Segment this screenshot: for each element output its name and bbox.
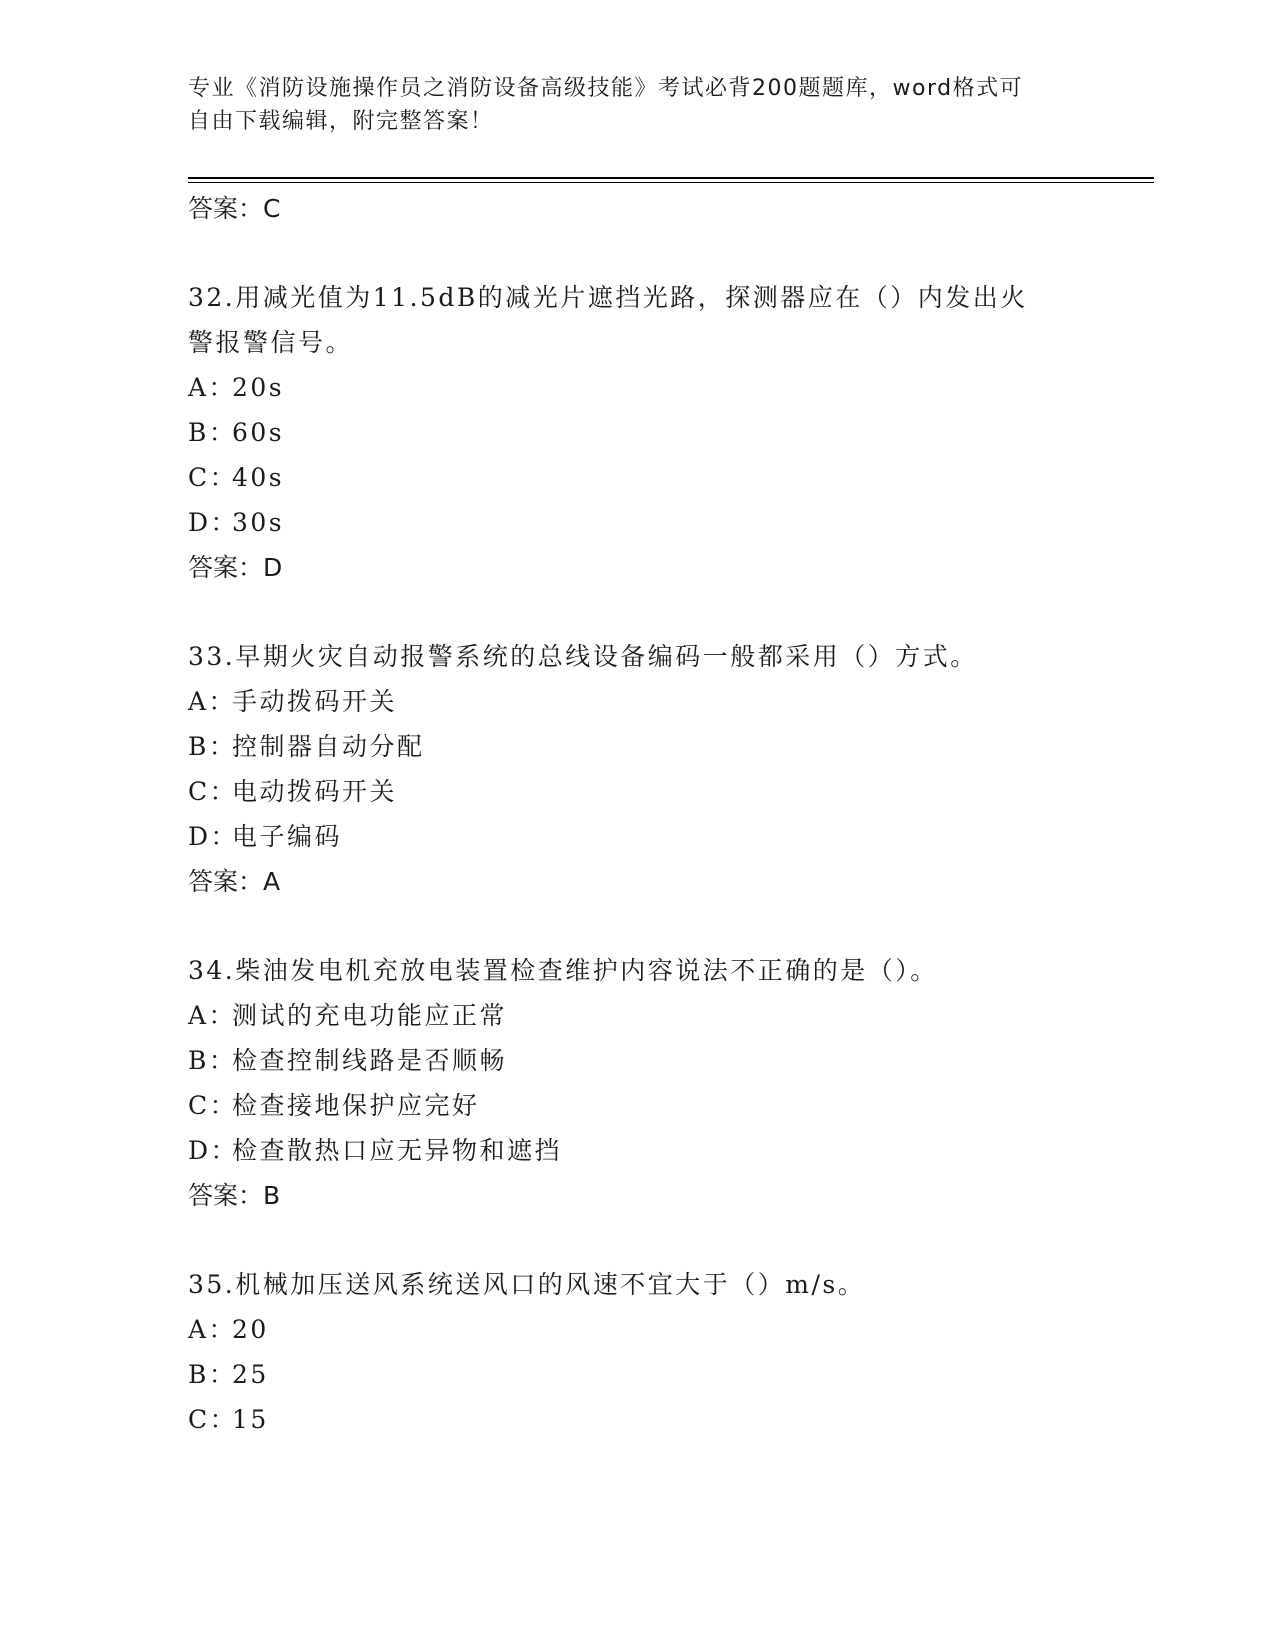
option-text: 电动拨码开关 [232,777,398,806]
divider-thick-line [188,177,1154,179]
answer-line: 答案：B [188,1181,281,1210]
divider-thin-line [188,182,1154,183]
option-a [188,1307,1068,1352]
option-text: 25 [232,1360,269,1389]
header-line-2: 自由下载编辑，附完整答案！ [188,109,494,134]
question-item [188,948,1068,1218]
question-stem-line: 35.机械加压送风系统送风口的风速不宜大于（）m/s。 [188,1270,866,1299]
option-key: C： [188,1091,238,1120]
option-key: D： [188,508,239,537]
option-d [188,1128,1068,1173]
option-text: 手动拨码开关 [232,687,398,716]
option-text: 20s [232,373,285,402]
document-header [188,72,1068,138]
header-divider [188,177,1154,183]
option-text: 检查控制线路是否顺畅 [232,1046,508,1075]
answer-line: 答案：A [188,867,281,896]
answer-line: 答案：D [188,553,283,582]
question-item [188,634,1068,904]
option-key: C： [188,463,238,492]
option-c [188,1397,1068,1442]
question-stem-line: 警报警信号。 [188,328,354,357]
option-c [188,455,1068,500]
option-key: B： [188,1360,237,1389]
question-stem-line: 33.早期火灾自动报警系统的总线设备编码一般都采用（）方式。 [188,642,978,671]
option-c [188,769,1068,814]
question-stem-line: 34.柴油发电机充放电装置检查维护内容说法不正确的是（）。 [188,956,938,985]
option-key: A： [188,1001,237,1030]
question-list [188,186,1068,1442]
option-key: A： [188,687,237,716]
option-key: A： [188,373,237,402]
option-key: B： [188,418,237,447]
option-key: D： [188,822,239,851]
option-text: 40s [232,463,285,492]
question-stem-line: 32.用减光值为11.5dB的减光片遮挡光路，探测器应在（）内发出火 [188,283,1028,312]
option-text: 控制器自动分配 [232,732,425,761]
option-c [188,1083,1068,1128]
option-key: B： [188,1046,237,1075]
option-key: D： [188,1136,239,1165]
option-b [188,1352,1068,1397]
option-key: A： [188,1315,237,1344]
option-text: 20 [232,1315,269,1344]
question-stem [188,275,1068,365]
option-d [188,500,1068,545]
option-text: 15 [232,1405,269,1434]
answer-line: 答案：C [188,194,281,223]
option-text: 检查接地保护应完好 [232,1091,480,1120]
option-text: 检查散热口应无异物和遮挡 [232,1136,563,1165]
option-b [188,410,1068,455]
option-a [188,365,1068,410]
option-b [188,724,1068,769]
option-d [188,814,1068,859]
option-key: B： [188,732,237,761]
option-text: 30s [232,508,285,537]
option-a [188,679,1068,724]
question-item [188,1262,1068,1442]
option-text: 电子编码 [232,822,343,851]
option-text: 测试的充电功能应正常 [232,1001,508,1030]
question-stem [188,1262,1068,1307]
question-item [188,275,1068,590]
option-key: C： [188,777,238,806]
question-stem [188,948,1068,993]
option-text: 60s [232,418,285,447]
option-b [188,1038,1068,1083]
question-stem [188,634,1068,679]
header-line-1: 专业《消防设施操作员之消防设备高级技能》考试必背200题题库，word格式可 [188,76,1024,101]
option-key: C： [188,1405,238,1434]
option-a [188,993,1068,1038]
